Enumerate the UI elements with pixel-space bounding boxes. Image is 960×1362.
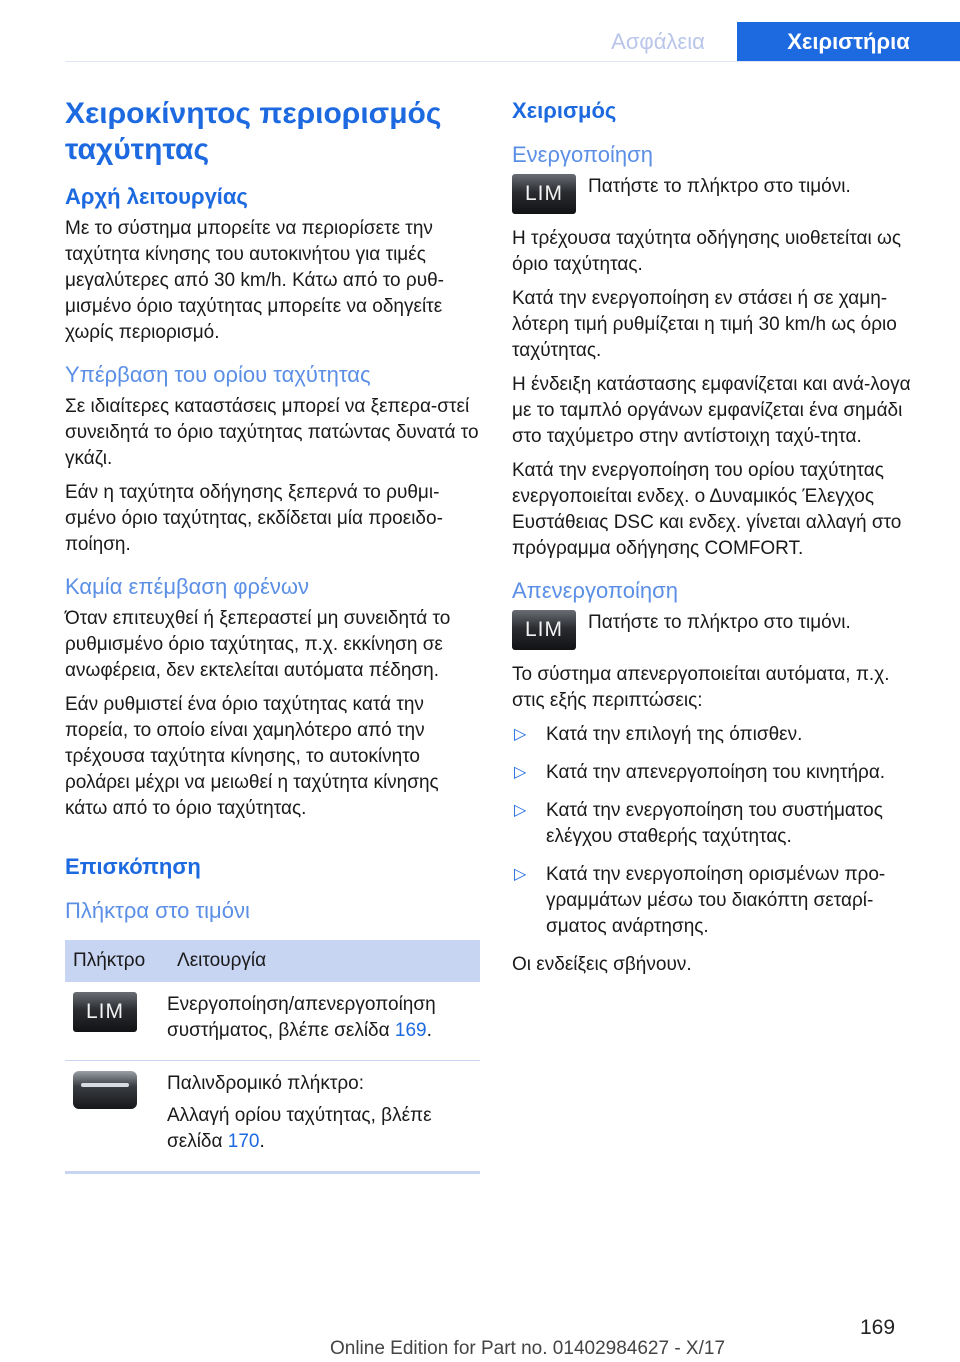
page-link-169[interactable]: 169 xyxy=(394,1020,427,1041)
header-rule xyxy=(65,61,960,62)
edition-footer: Online Edition for Part no. 01402984627 - X/17 xyxy=(329,1338,726,1359)
principle-heading: Αρχή λειτουργίας xyxy=(65,184,248,209)
activation-text-2: Κατά την ενεργοποίηση εν στάσει ή σε χαμη‐λότερη τιμή ρυθμίζεται η τιμή 30 km/h ως όριο ταχύτητας. xyxy=(512,288,897,361)
activation-text-1: Η τρέχουσα ταχύτητα οδήγησης υιοθετείται ως όριο ταχύτητας. xyxy=(512,228,901,275)
buttons-heading: Πλήκτρα στο τιμόνι xyxy=(65,898,250,923)
list-item: ▷ Κατά την επιλογή της όπισθεν. xyxy=(512,722,924,748)
deactivation-list xyxy=(512,722,924,940)
table-row xyxy=(65,982,480,1061)
brake-heading: Καμία επέμβαση φρένων xyxy=(65,574,310,599)
triangle-bullet-icon: ▷ xyxy=(514,866,527,883)
principle-text: Με το σύστημα μπορείτε να περιορίσετε την ταχύτητα κίνησης του αυτοκινήτου για τιμές μεγαλύτερες από 30 km/h. Κάτω από το ρυθ‐μισμένο όριο ταχύτητας μπορείτε να οδηγείτε χωρίς περιορισμό. xyxy=(65,218,444,343)
activation-heading: Ενεργοποίηση xyxy=(512,142,653,167)
brake-text-1: Όταν επιτευχθεί ή ξεπεραστεί μη συνειδητά το ρυθμισμένο όριο ταχύτητας, π.χ. εκκίνηση σε ανωφέρεια, δεν εκτελείται αυτόματα πέδηση. xyxy=(65,608,451,681)
page-link-170[interactable]: 170 xyxy=(227,1131,260,1152)
exceed-heading: Υπέρβαση του ορίου ταχύτητας xyxy=(65,362,371,387)
table-row-text: Αλλαγή ορίου ταχύτητας, βλέπε σελίδα 170. xyxy=(167,1105,432,1152)
table-header-row xyxy=(65,940,480,982)
table-row xyxy=(65,1061,480,1173)
activation-button-row xyxy=(512,174,924,214)
deactivation-press-text: Πατήστε το πλήκτρο στο τιμόνι. xyxy=(588,612,851,633)
activation-text-4: Κατά την ενεργοποίηση του ορίου ταχύτητας ενεργοποιείται ενδεχ. ο Δυναμικός Έλεγχος Ευστάθειας DSC και ενδεχ. γίνεται αλλαγή στο πρόγραμμα οδήγησης COMFORT. xyxy=(512,460,902,559)
list-item: ▷ Κατά την ενεργοποίηση ορισμένων προ‐γραμμάτων μέσω του διακόπτη σεταρί‐σματος ανάρτησης. xyxy=(514,864,886,937)
activation-text-3: Η ένδειξη κατάστασης εμφανίζεται και ανά‐λογα με το ταμπλό οργάνων εμφανίζεται ένα σημάδι στο ταχύμετρο στην αντίστοιχη ταχύ‐τητα. xyxy=(512,374,911,447)
lim-button-icon: LIM xyxy=(512,174,576,214)
triangle-bullet-icon: ▷ xyxy=(514,726,527,743)
deactivation-heading: Απενεργοποίηση xyxy=(512,578,678,603)
page-number: 169 xyxy=(860,1316,896,1339)
overview-heading: Επισκόπηση xyxy=(65,854,201,879)
left-column xyxy=(65,96,480,1174)
tab-safety[interactable]: Ασφάλεια xyxy=(611,29,705,54)
page-title: Χειροκίνητος περιορισμός ταχύτητας xyxy=(65,97,442,166)
deactivation-end-text: Οι ενδείξεις σβήνουν. xyxy=(512,954,692,975)
table-header-button: Πλήκτρο xyxy=(65,940,167,982)
table-row-text: Παλινδρομικό πλήκτρο: xyxy=(167,1073,364,1094)
brake-text-2: Εάν ρυθμιστεί ένα όριο ταχύτητας κατά την πορεία, το οποίο είναι χαμηλότερο από την τρέχουσα ταχύτητα κίνησης, το αυτοκίνητο ρολάρει μέχρι να μειωθεί η ταχύτητα κίνησης κάτω από το όριο ταχύτητας. xyxy=(65,694,439,819)
lim-button-icon: LIM xyxy=(73,992,137,1032)
table-row-text: Ενεργοποίηση/απενεργοποίηση συστήματος, βλέπε σελίδα 169. xyxy=(167,994,436,1041)
right-column xyxy=(512,96,924,986)
operation-heading: Χειρισμός xyxy=(512,98,617,123)
deactivation-text: Το σύστημα απενεργοποιείται αυτόματα, π.χ. στις εξής περιπτώσεις: xyxy=(512,664,890,711)
tab-controls[interactable]: Χειριστήρια xyxy=(737,22,960,62)
list-item: ▷ Κατά την ενεργοποίηση του συστήματος ελέγχου σταθερής ταχύτητας. xyxy=(514,800,883,847)
table-header-function: Λειτουργία xyxy=(167,940,480,982)
triangle-bullet-icon: ▷ xyxy=(514,764,527,781)
deactivation-button-row xyxy=(512,610,924,650)
header-bar xyxy=(0,0,960,62)
lim-button-icon: LIM xyxy=(512,610,576,650)
list-item: ▷ Κατά την απενεργοποίηση του κινητήρα. xyxy=(512,760,924,786)
exceed-text-2: Εάν η ταχύτητα οδήγησης ξεπερνά το ρυθμι‐σμένο όριο ταχύτητας, εκδίδεται μία προειδο‐ποίηση. xyxy=(65,482,443,555)
activation-press-text: Πατήστε το πλήκτρο στο τιμόνι. xyxy=(588,176,851,197)
rocker-switch-icon xyxy=(73,1071,137,1109)
buttons-table xyxy=(65,940,480,1174)
triangle-bullet-icon: ▷ xyxy=(514,802,527,819)
exceed-text-1: Σε ιδιαίτερες καταστάσεις μπορεί να ξεπερα‐στεί συνειδητά το όριο ταχύτητας πατώντας δυνατά το γκάζι. xyxy=(65,396,479,469)
